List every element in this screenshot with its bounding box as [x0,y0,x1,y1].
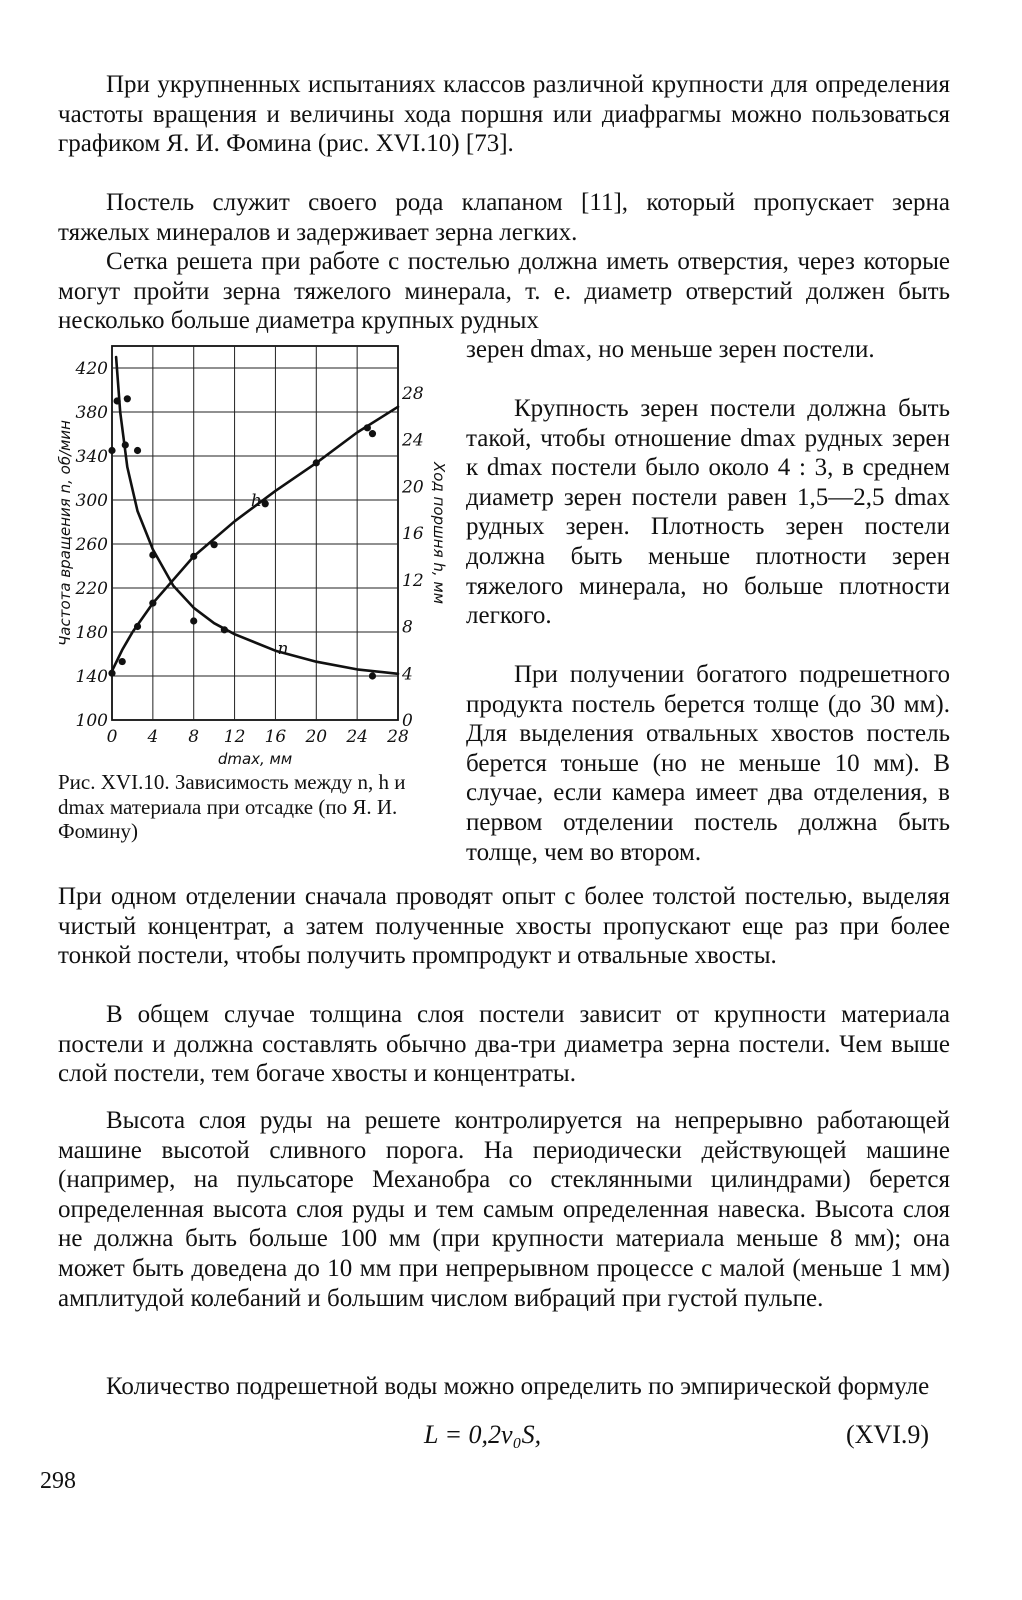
y-left-tick-label: 380 [75,403,108,423]
paragraph-1: При укрупненных испытаниях классов различной крупности для определения частоты вращения и величины хода поршня или диафрагмы можно пользоваться графиком Я. И. Фомина (рис. XVI.10) [73]. [58,71,950,158]
x-tick-label: 8 [188,727,200,747]
y-left-tick-label: 100 [75,711,108,731]
x-axis-label: dmax, мм [217,750,293,768]
figure-caption: Рис. XVI.10. Зависимость между n, h и dmax материала при отсадке (по Я. И. Фомину) [58,770,406,843]
curve-label-n: n [277,639,289,659]
x-tick-label: 0 [106,727,118,747]
formula-number: (XVI.9) [846,1420,930,1449]
y-right-tick-label: 16 [402,524,424,544]
y-left-tick-label: 300 [75,491,108,511]
page-number: 298 [40,1468,76,1494]
y-right-tick-label: 24 [402,430,424,451]
curve-h [112,407,398,671]
paragraph-9: Количество подрешетной воды можно определить по эмпирической формуле [106,1373,930,1400]
paragraph-2: Постель служит своего рода клапаном [11], который пропускает зерна тяжелых минералов и задерживает зерна легких. [58,189,950,246]
data-point-h [149,600,156,607]
data-point-h [369,430,376,437]
x-tick-label: 12 [223,727,246,747]
y-left-tick-label: 420 [75,359,108,379]
data-point-n [124,395,131,402]
paragraph-6: При одном отделении сначала проводят опыт с более толстой постелью, выделяя чистый концентрат, а затем полученные хвосты пропускают еще раз при более тонкой постели, чтобы получить промпродукт и отвальные хвосты. [58,883,950,970]
data-point-h [190,553,197,560]
curve-label-h: h [250,491,262,512]
curve-n [116,357,398,674]
data-point-h [313,459,320,466]
x-tick-label: 4 [147,727,159,747]
data-point-n [369,672,376,679]
data-point-n [122,441,129,448]
data-point-n [108,447,115,454]
y-right-tick-label: 12 [402,570,424,591]
data-point-h [108,670,115,677]
paragraph-5: При получении богатого подрешетного продукта постель берется толще (до 30 мм). Для выделения отвальных хвостов постель берется тоньше (но не меньше 10 мм). В случае, если камера имеет два отделения, в первом отделении постель должна быть толще, чем во втором. [466,661,950,866]
y-right-tick-label: 4 [402,664,413,685]
data-point-n [190,617,197,624]
paragraph-4: Крупность зерен постели должна быть такой, чтобы отношение dmax рудных зерен к dmax постели было около 4 : 3, в среднем диаметр зерен постели равен 1,5—2,5 dmax рудных зерен. Плотность зерен постели должна быть меньше плотности зерен тяжелого минерала, но больше плотности легкого. [466,395,950,630]
y-left-axis-label: Частота вращения n, об/мин [56,420,74,646]
y-left-tick-label: 140 [75,667,108,687]
plot-frame [112,346,398,720]
paragraph-3-continued: зерен dmax, но меньше зерен постели. [466,336,875,363]
data-point-h [134,623,141,630]
data-point-h [262,500,269,507]
x-tick-label: 20 [305,727,328,747]
data-point-h [211,541,218,548]
y-right-axis-label: Ход поршня h, мм [430,461,448,605]
x-tick-label: 24 [346,727,368,747]
paragraph-7: В общем случае толщина слоя постели зависит от крупности материала постели и должна составлять обычно два-три диаметра зерна постели. Чем выше слой постели, тем богаче хвосты и концентраты. [58,1001,950,1088]
paragraph-3: Сетка решета при работе с постелью должна иметь отверстия, через которые могут пройти зерна тяжелого минерала, т. е. диаметр отверстий должен быть несколько больше диаметра крупных рудных [58,248,950,335]
data-point-h [119,658,126,665]
y-right-tick-label: 0 [402,711,413,731]
y-left-tick-label: 340 [75,447,108,467]
data-point-n [221,626,228,633]
data-point-n [114,397,121,404]
y-left-tick-label: 180 [75,623,108,643]
x-tick-label: 16 [264,727,287,747]
data-point-h [364,424,371,431]
data-point-n [134,447,141,454]
figure-xvi-10 [52,334,448,768]
x-tick-label: 28 [387,727,409,747]
y-right-tick-label: 20 [402,477,424,498]
formula: L = 0,2v₀S, [424,1420,542,1449]
chart-svg [52,334,448,768]
y-left-tick-label: 260 [75,535,108,555]
y-left-tick-label: 220 [75,579,108,599]
data-point-n [149,551,156,558]
paragraph-8: Высота слоя руды на решете контролируется на непрерывно работающей машине высотой сливного порога. На периодически действующей машине (например, на пульсаторе Механобра со стеклянными цилиндрами) берется определенная высота слоя руды и тем самым определенная навеска. Высота слоя не должна быть больше 100 мм (при крупности материала меньше 8 мм); она может быть доведена до 10 мм при непрерывном процессе с малой (меньше 1 мм) амплитудой колебаний и большим числом вибраций при густой пульпе. [58,1107,950,1312]
y-right-tick-label: 8 [402,617,413,638]
y-right-tick-label: 28 [402,383,424,404]
